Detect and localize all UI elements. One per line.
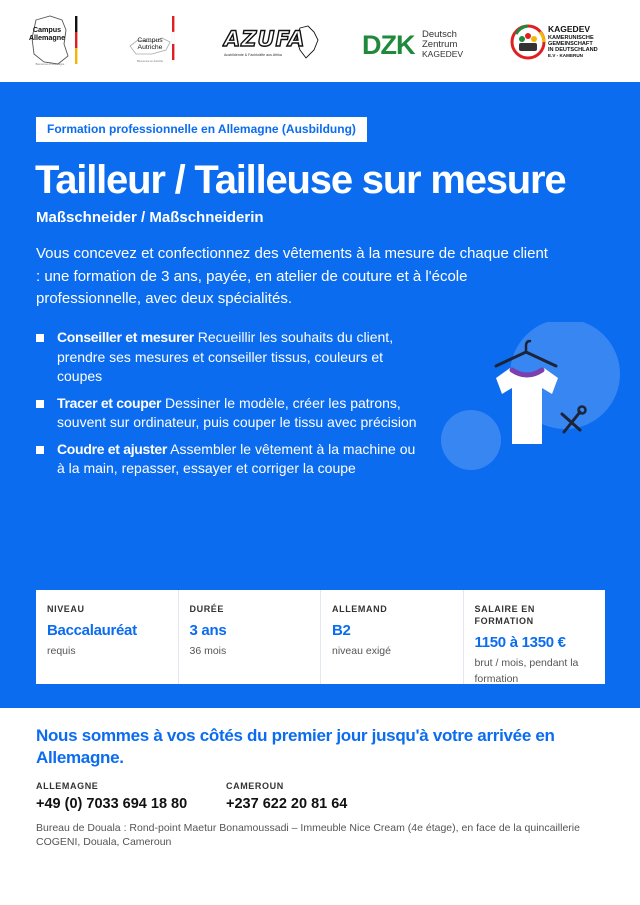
list-item — [36, 394, 426, 433]
stat-value: 3 ans — [189, 622, 227, 639]
phone-number[interactable]: +49 (0) 7033 694 18 80 — [36, 796, 188, 812]
stat-label: SALAIRE EN FORMATION — [474, 604, 536, 626]
campus-allemagne-line2: Allemagne — [28, 33, 66, 42]
category-tag: Formation professionnelle en Allemagne (Ausbildung) — [36, 117, 367, 142]
stat-note: 36 mois — [189, 645, 227, 657]
page-subtitle: Maßschneider / Maßschneiderin — [36, 209, 264, 226]
contact-label: CAMEROUN — [226, 781, 284, 791]
list-item — [36, 440, 426, 479]
campus-autriche-line2: Autriche — [137, 44, 163, 51]
list-item-heading: Tracer et couper — [57, 394, 162, 411]
list-item-text: Dessiner le modèle, créer les patrons, souvent sur ordinateur, puis couper le tissu avec précision — [57, 394, 417, 430]
contact-germany — [36, 780, 187, 814]
stat-note: brut / mois, pendant la formation — [474, 657, 579, 685]
stat-german — [321, 590, 464, 684]
azufa-name: AZUFA — [224, 27, 306, 51]
azufa-tagline: Ausbildende & Fachkräfte aus Afrika — [224, 53, 282, 57]
contact-cameroon — [226, 780, 347, 814]
bullet-square-icon — [36, 400, 44, 408]
dzk-line3: KAGEDEV — [422, 49, 464, 59]
list-item-heading: Coudre et ajuster — [57, 440, 168, 457]
stat-note: niveau exigé — [332, 645, 391, 657]
key-facts-panel — [36, 590, 605, 684]
dzk-logo — [362, 26, 470, 60]
stat-level — [36, 590, 179, 684]
stat-label: ALLEMAND — [332, 604, 388, 614]
stat-salary — [464, 590, 606, 684]
stat-value: B2 — [332, 622, 351, 639]
contact-label: ALLEMAGNE — [36, 781, 99, 791]
kagedev-line4: IN DEUTSCHLAND — [548, 47, 598, 53]
list-item-heading: Conseiller et mesurer — [57, 329, 194, 345]
bullet-square-icon — [36, 334, 44, 342]
azufa-logo — [222, 24, 322, 60]
bullet-square-icon — [36, 446, 44, 454]
stat-label: NIVEAU — [47, 604, 85, 614]
dzk-mark: DZK — [362, 30, 415, 60]
kagedev-line3: GEMEINSCHAFT — [548, 41, 593, 47]
kagedev-line1: KAGEDEV — [548, 24, 591, 34]
list-item-text: Recueillir les souhaits du client, prendre ses mesures et conseiller tissus, couleurs et coupes — [57, 329, 394, 384]
stat-duration — [179, 590, 322, 684]
hero-section — [0, 82, 640, 708]
contact-footer — [0, 708, 640, 905]
stat-value: 1150 à 1350 € — [474, 634, 566, 651]
kagedev-line5: E.V - KAMERUN — [548, 53, 583, 58]
dzk-line2: Zentrum — [422, 39, 458, 50]
logo-strip — [0, 0, 640, 82]
page-title: Tailleur / Tailleuse sur mesure — [35, 158, 566, 202]
campus-allemagne-line1: Campus — [32, 25, 62, 34]
campus-autriche-line1: Campus — [137, 37, 163, 44]
kagedev-line2: KAMERUNISCHE — [548, 35, 594, 41]
office-address: Bureau de Douala : Rond-point Maetur Bonamoussadi – Immeuble Nice Cream (4e étage), en face de la quincaillerie COGENI, Douala, Cameroun — [36, 822, 580, 848]
dzk-line1: Deutsch — [422, 29, 457, 40]
task-list — [36, 328, 426, 486]
footer-heading: Nous sommes à vos côtés du premier jour jusqu'à votre arrivée en Allemagne. — [36, 726, 555, 767]
campus-autriche-logo — [126, 16, 178, 68]
stat-label: DURÉE — [189, 604, 225, 614]
campus-allemagne-logo — [28, 14, 84, 68]
phone-number[interactable]: +237 622 20 81 64 — [226, 796, 348, 812]
list-item — [36, 328, 426, 387]
campus-allemagne-tagline: Bienvenue en Allemagne — [35, 63, 65, 66]
kagedev-logo — [510, 22, 610, 62]
tshirt-hanger-scissors-icon — [430, 322, 630, 482]
intro-text: Vous concevez et confectionnez des vêtements à la mesure de chaque client : une formation de 3 ans, payée, en atelier de couture et à l'école professionnelle, avec deux spécialités. — [36, 245, 548, 307]
stat-note: requis — [47, 645, 76, 657]
campus-autriche-tagline: Bienvenue en Autriche — [137, 60, 163, 63]
list-item-text: Assembler le vêtement à la machine ou à la main, repasser, essayer et corriger la coupe — [57, 440, 416, 476]
stat-value: Baccalauréat — [47, 622, 137, 639]
